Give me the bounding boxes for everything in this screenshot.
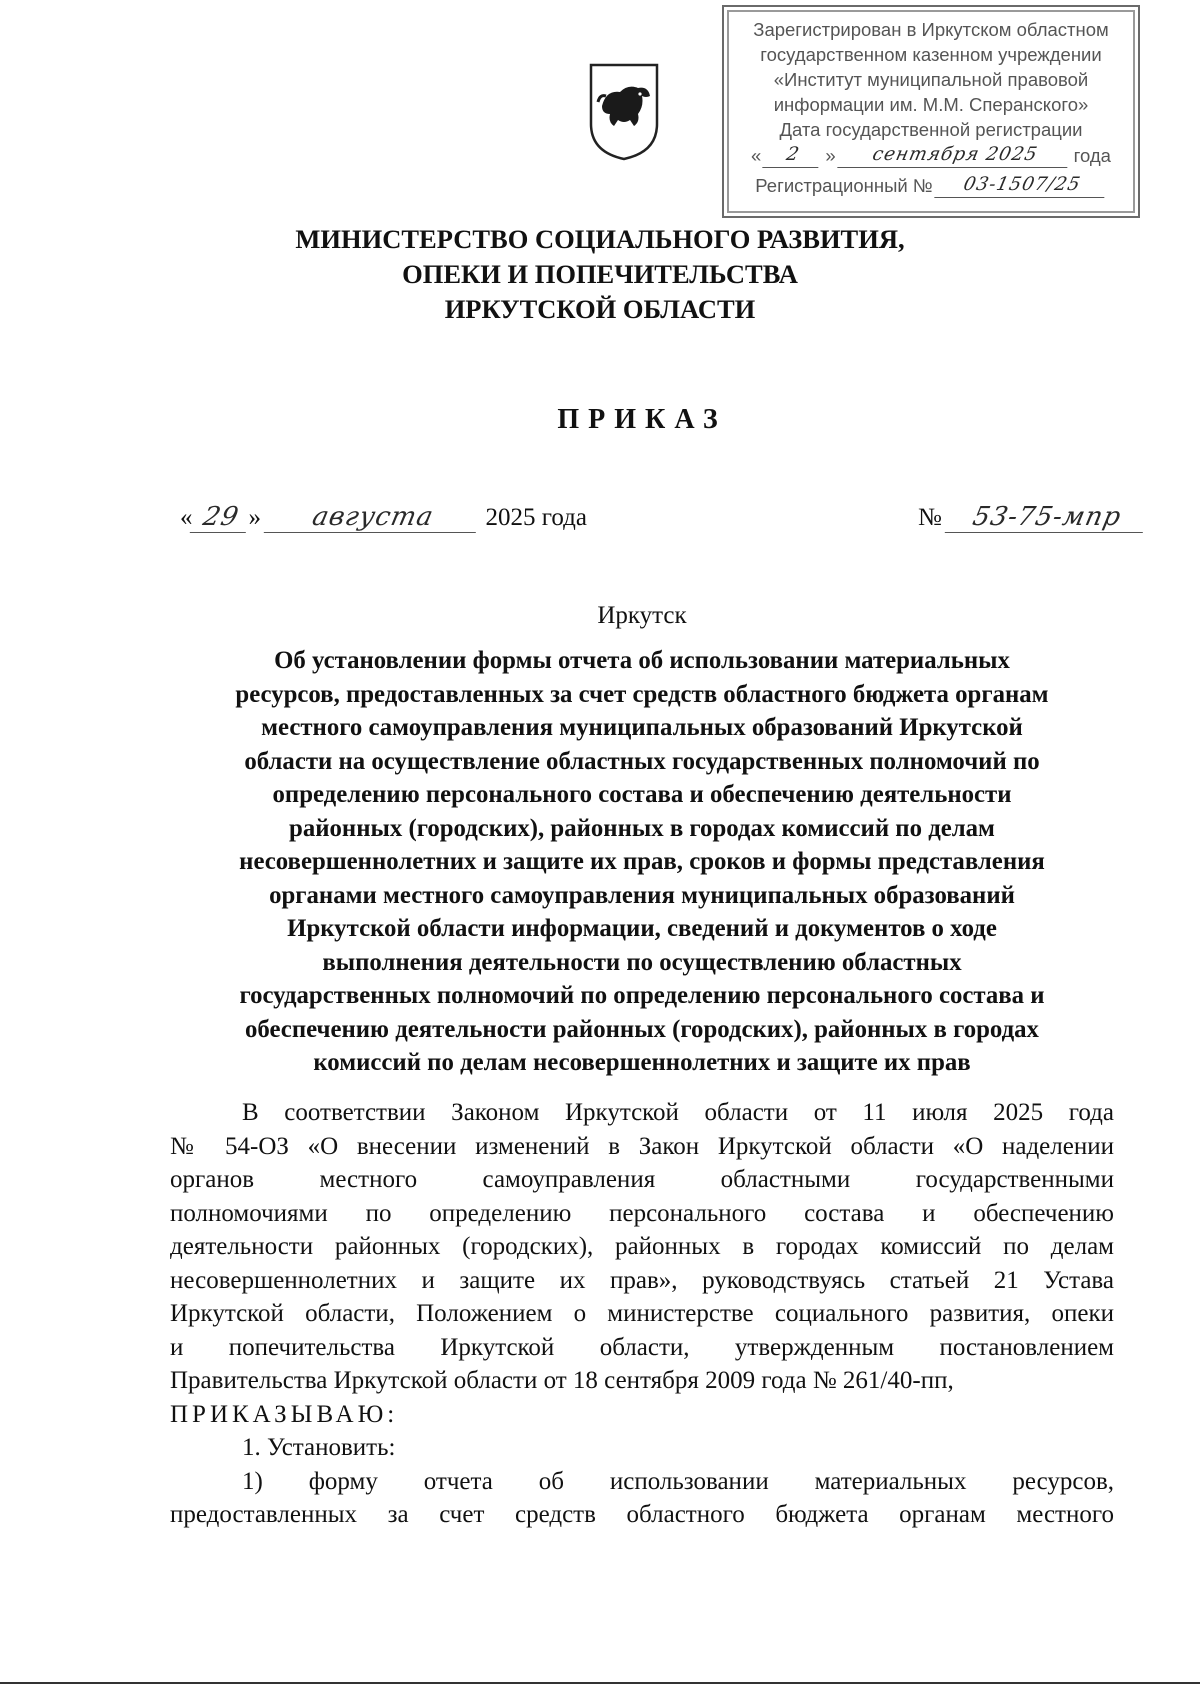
subject-line: районных (городских), районных в городах комиссий по делам	[289, 814, 995, 842]
order-date	[180, 502, 587, 533]
subject-line: обеспечению деятельности районных (городских), районных в городах	[245, 1015, 1039, 1043]
decree-word: ПРИКАЗЫВАЮ:	[170, 1400, 399, 1428]
city: Иркутск	[597, 602, 687, 629]
order-subject	[170, 644, 1114, 1080]
irkutsk-coat-of-arms-icon	[588, 62, 660, 162]
body-line: и попечительства Иркутской области, утвержденным постановлением	[170, 1333, 1114, 1361]
stamp-date-month: сентября 2025	[837, 142, 1073, 168]
registration-stamp	[722, 5, 1140, 218]
body-line: деятельности районных (городских), районных в городах комиссий по делам	[170, 1233, 1114, 1260]
order-number	[918, 502, 1146, 533]
item-1-1-line: предоставленных за счет средств областного бюджета органам местного	[170, 1501, 1114, 1528]
stamp-line: Зарегистрирован в Иркутском областном	[753, 19, 1109, 40]
body-line: № 54-ОЗ «О внесении изменений в Закон Иркутской области «О наделении	[170, 1132, 1114, 1160]
number-label: №	[918, 504, 942, 531]
stamp-date-row	[724, 142, 1138, 168]
order-title: ПРИКАЗ	[557, 404, 727, 435]
subject-line: области на осуществление областных государственных полномочий по	[244, 747, 1040, 775]
stamp-line: Дата государственной регистрации	[779, 119, 1083, 140]
stamp-line: «Институт муниципальной правовой	[773, 69, 1089, 90]
order-month: августа	[264, 502, 483, 533]
stamp-reg-label: Регистрационный №	[755, 175, 933, 196]
subject-line: Иркутской области информации, сведений и документов о ходе	[287, 915, 997, 942]
order-number-value: 53-75-мпр	[945, 502, 1150, 533]
order-day: 29	[189, 502, 252, 533]
ministry-line: МИНИСТЕРСТВО СОЦИАЛЬНОГО РАЗВИТИЯ,	[295, 224, 905, 254]
subject-line: местного самоуправления муниципальных образований Иркутской	[261, 714, 1023, 741]
ministry-line: ОПЕКИ И ПОПЕЧИТЕЛЬСТВА	[402, 259, 798, 289]
page-bottom-rule	[0, 1682, 1200, 1684]
item-1-1-line: 1) форму отчета об использовании материальных ресурсов,	[242, 1467, 1114, 1495]
date-quote: «	[180, 504, 193, 531]
stamp-reg-number: 03-1507/25	[934, 172, 1110, 198]
subject-line: государственных полномочий по определению персонального состава и	[239, 982, 1045, 1009]
subject-line: комиссий по делам несовершеннолетних и защите их прав	[313, 1049, 971, 1076]
body-line: Иркутской области, Положением о министерстве социального развития, опеки	[170, 1300, 1114, 1327]
order-body	[170, 1096, 1114, 1532]
stamp-line: информации им. М.М. Сперанского»	[773, 94, 1089, 115]
body-line: полномочиями по определению персонального состава и обеспечению	[170, 1199, 1114, 1227]
item-1: 1. Установить:	[242, 1434, 396, 1461]
body-line: органов местного самоуправления областными государственными	[170, 1166, 1114, 1193]
order-year: 2025 года	[485, 504, 587, 531]
subject-line: выполнения деятельности по осуществлению областных	[322, 948, 962, 976]
subject-line: органами местного самоуправления муниципальных образований	[269, 881, 1015, 909]
body-line: Правительства Иркутской области от 18 сентября 2009 года № 261/40-пп,	[170, 1367, 954, 1394]
subject-line: ресурсов, предоставленных за счет средств областного бюджета органам	[235, 680, 1049, 708]
body-line: несовершеннолетних и защите их прав», руководствуясь статьей 21 Устава	[170, 1266, 1114, 1294]
date-quote: »	[248, 504, 261, 531]
ministry-name	[230, 222, 970, 327]
stamp-quote: »	[825, 145, 836, 166]
stamp-quote: «	[751, 145, 762, 166]
subject-line: определению персонального состава и обеспечению деятельности	[272, 781, 1012, 808]
ministry-line: ИРКУТСКОЙ ОБЛАСТИ	[444, 294, 756, 324]
body-line: В соответствии Законом Иркутской области от 11 июля 2025 года	[242, 1099, 1114, 1126]
stamp-date-suffix: года	[1073, 145, 1111, 166]
stamp-date-day: 2	[763, 142, 825, 168]
subject-line: несовершеннолетних и защите их прав, сроков и формы представления	[239, 848, 1045, 875]
subject-line: Об установлении формы отчета об использовании материальных	[274, 647, 1010, 674]
stamp-reg-row	[724, 172, 1138, 198]
stamp-line: государственном казенном учреждении	[760, 44, 1102, 65]
